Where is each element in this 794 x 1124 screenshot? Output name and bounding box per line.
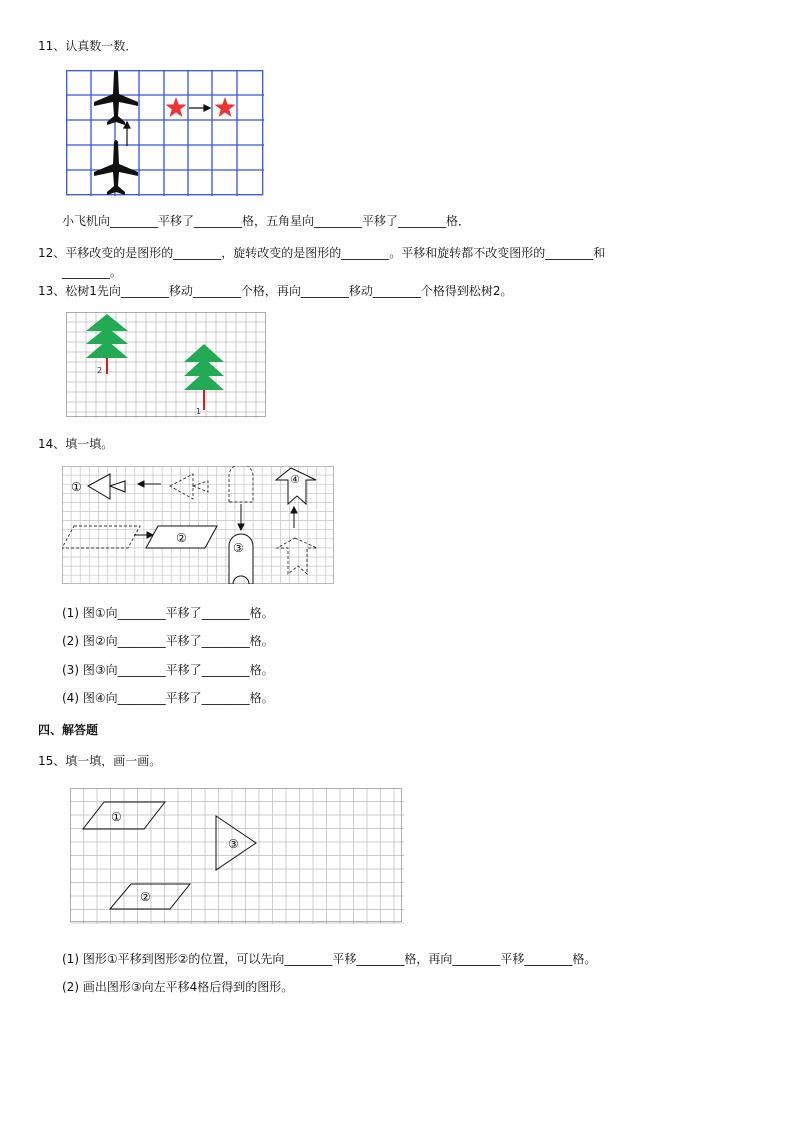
- tree2-label: 2: [97, 366, 103, 375]
- airplane-icon: [94, 140, 138, 195]
- q15-item-2: (2) 画出图形③向左平移4格后得到的图形。: [62, 980, 294, 994]
- q15-item-1: (1) 图形①平移到图形②的位置，可以先向________平移________格，再向________平移________格。: [62, 952, 597, 966]
- q11-figure: [66, 70, 264, 196]
- star-icon: [166, 97, 187, 117]
- q11-question: 小飞机向________平移了________格，五角星向________平移了________格．: [62, 214, 471, 228]
- q15-title: 15、填一填，画一画。: [38, 754, 162, 768]
- arrow-right-icon: [134, 532, 153, 538]
- label-2: ②: [140, 890, 151, 904]
- q12-line1: 12、平移改变的是图形的________，旋转改变的是图形的________。平移和旋转都不改变图形的________和: [38, 246, 606, 260]
- q14-item-4: (4) 图④向________平移了________格。: [62, 691, 274, 705]
- q14-item-3: (3) 图③向________平移了________格。: [62, 663, 274, 677]
- pine-tree-1: [184, 344, 224, 410]
- tree1-label: 1: [196, 407, 202, 416]
- arrow-up-icon: [291, 507, 297, 528]
- label-3: ③: [228, 837, 239, 851]
- q13-figure: [66, 312, 266, 418]
- airplane-icon: [94, 70, 138, 125]
- shape-2-dashed: [62, 526, 140, 548]
- section-4-title: 四、解答题: [38, 723, 99, 737]
- label-2: ②: [176, 531, 187, 545]
- star-icon: [215, 97, 236, 117]
- arrow-right-icon: [189, 105, 210, 111]
- arrow-left-icon: [138, 481, 161, 487]
- arrow-up-icon: [124, 122, 130, 146]
- shape-4-dashed: [277, 538, 317, 574]
- arrow-down-icon: [238, 504, 244, 530]
- q15-figure: [70, 788, 404, 924]
- q14-title: 14、填一填。: [38, 437, 114, 451]
- q14-figure: [62, 466, 334, 584]
- q13-question: 13、松树1先向________移动________个格，再向________移动________个格得到松树2。: [38, 284, 513, 298]
- shape-1-dashed: [170, 474, 208, 499]
- shape-1: [88, 474, 125, 499]
- q14-item-1: (1) 图①向________平移了________格。: [62, 606, 274, 620]
- pine-tree-2: [86, 314, 128, 374]
- label-1: ①: [111, 810, 122, 824]
- label-3: ③: [233, 541, 244, 555]
- label-1: ①: [71, 480, 82, 494]
- q14-item-2: (2) 图②向________平移了________格。: [62, 634, 274, 648]
- blue-grid: [66, 70, 264, 196]
- q11-title: 11、认真数一数．: [38, 39, 138, 53]
- q12-line2: ________。: [62, 265, 123, 279]
- label-4: ④: [290, 473, 300, 486]
